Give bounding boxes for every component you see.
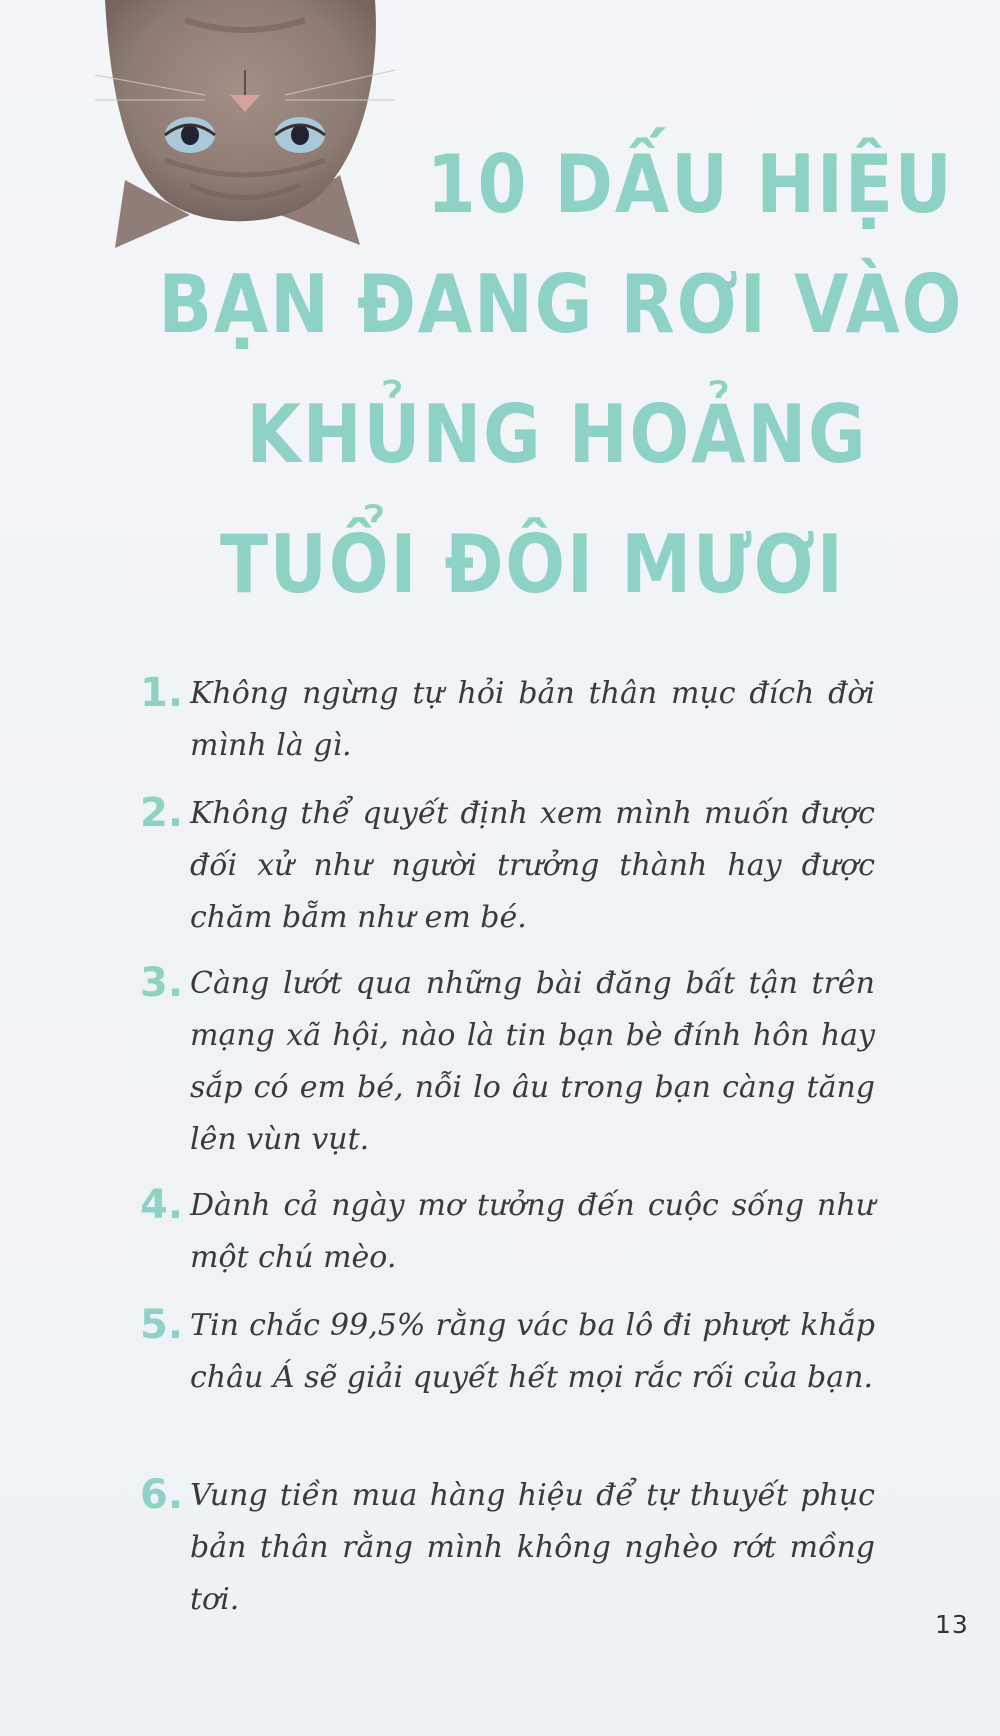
item-text: Vung tiền mua hàng hiệu để tự thuyết phục bản thân rằng mình không nghèo rớt mồng tơi. bbox=[190, 1478, 875, 1617]
title-line-2: BẠN ĐANG RƠI VÀO bbox=[158, 258, 964, 351]
item-text: Tin chắc 99,5% rằng vác ba lô đi phượt khắp châu Á sẽ giải quyết hết mọi rắc rối của bạn. bbox=[190, 1308, 875, 1395]
page-number: 13 bbox=[935, 1610, 969, 1639]
item-number: 6. bbox=[140, 1472, 184, 1518]
title-line-1: 10 DẤU HIỆU bbox=[426, 138, 954, 231]
item-number: 5. bbox=[140, 1302, 184, 1348]
item-text: Càng lướt qua những bài đăng bất tận trên mạng xã hội, nào là tin bạn bè đính hôn hay sắp có em bé, nỗi lo âu trong bạn càng tăng lên vùn vụt. bbox=[190, 966, 875, 1157]
item-number: 1. bbox=[140, 670, 184, 716]
item-text: Không thể quyết định xem mình muốn được đối xử như người trưởng thành hay được chăm bẵm như em bé. bbox=[190, 796, 875, 935]
item-number: 4. bbox=[140, 1182, 184, 1228]
title-line-3: KHỦNG HOẢNG bbox=[246, 388, 868, 481]
item-text: Không ngừng tự hỏi bản thân mục đích đời mình là gì. bbox=[190, 676, 875, 763]
title-line-4: TUỔI ĐÔI MƯƠI bbox=[220, 518, 845, 611]
item-number: 3. bbox=[140, 960, 184, 1006]
item-text: Dành cả ngày mơ tưởng đến cuộc sống như một chú mèo. bbox=[190, 1188, 875, 1275]
item-number: 2. bbox=[140, 790, 184, 836]
